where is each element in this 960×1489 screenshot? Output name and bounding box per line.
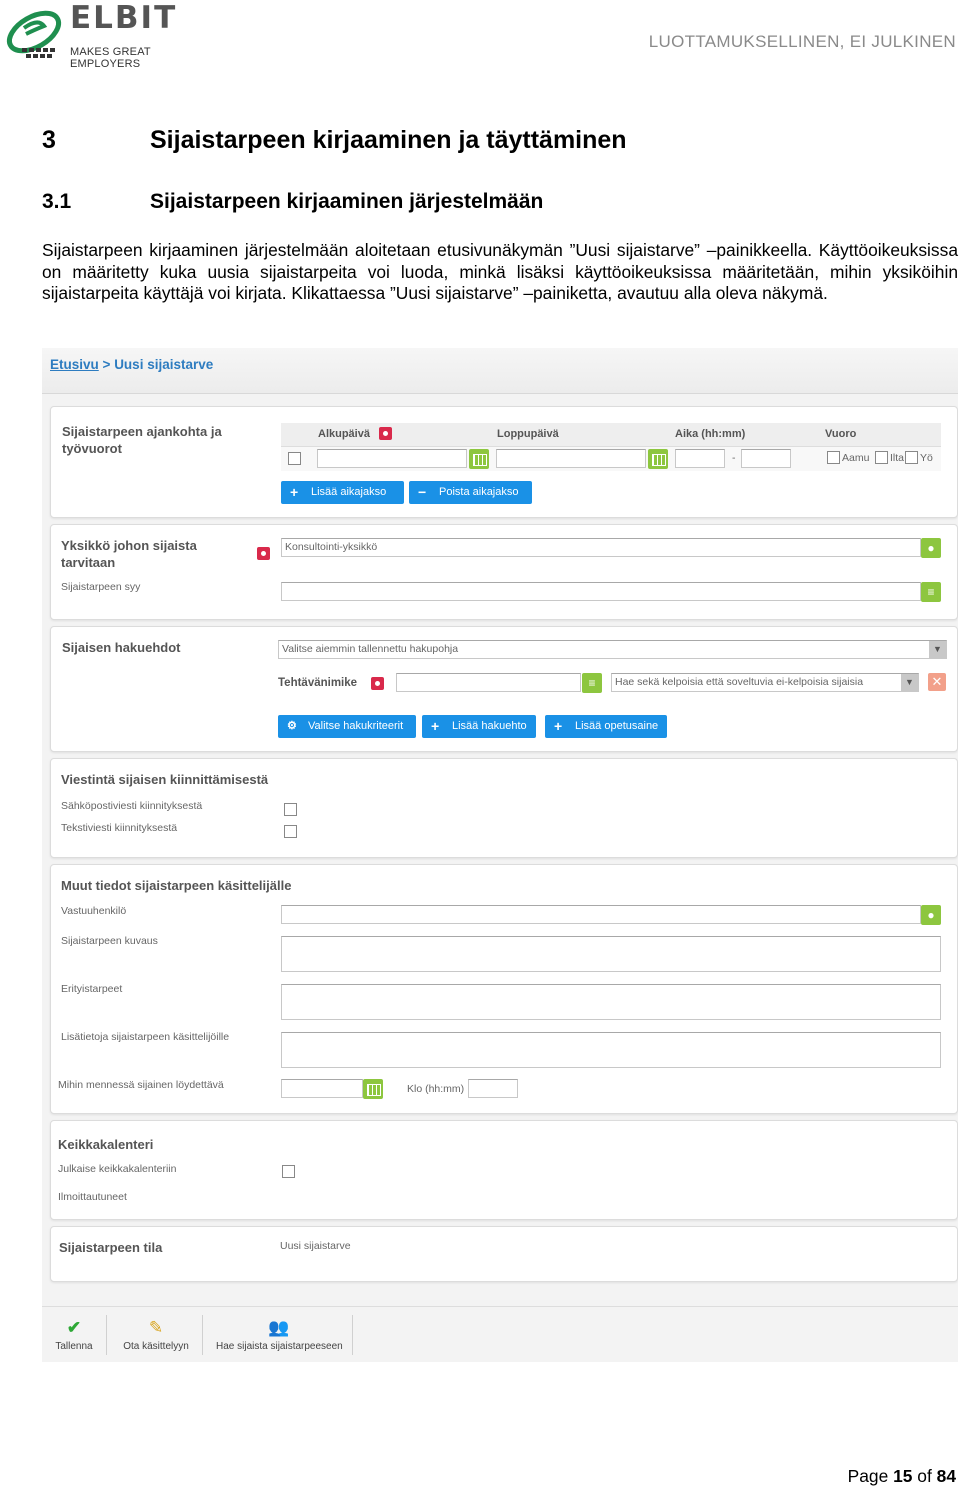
logo-wordmark: ELBIT [70,0,178,36]
total-pages: 84 [936,1466,956,1486]
reason-input[interactable] [281,582,921,601]
description-textarea[interactable] [281,936,941,972]
shift-morning-checkbox[interactable] [827,451,840,464]
email-checkbox[interactable] [284,803,297,816]
of-word: of [917,1466,932,1486]
publish-checkbox[interactable] [282,1165,295,1178]
responsible-picker-icon[interactable]: ● [921,905,941,925]
add-period-label: Lisää aikajakso [311,486,387,498]
title-input[interactable] [396,673,581,692]
time-start-input[interactable] [675,449,725,468]
period-row [281,447,941,471]
status-panel [50,1226,958,1282]
toolbar-divider [106,1315,107,1355]
toolbar-divider [202,1315,203,1355]
plus-icon: + [290,484,299,500]
time-separator: - [732,452,736,464]
time-end-input[interactable] [741,449,791,468]
title-label: Tehtävänimike [278,677,358,689]
period-row-checkbox[interactable] [288,452,301,465]
unit-value: Konsultointi-yksikkö [285,541,378,553]
title-required-icon [371,677,384,690]
add-period-button[interactable] [281,481,404,504]
period-label: Sijaistarpeen ajankohta ja työvuorot [62,424,222,456]
criteria-label: Sijaisen hakuehdot [62,640,181,655]
save-label: Tallenna [55,1341,93,1352]
find-substitute-button[interactable] [216,1317,342,1352]
start-date-input[interactable] [317,449,467,468]
end-calendar-icon[interactable] [648,449,668,469]
unit-label: Yksikkö johon sijaista tarvitaan [61,538,197,570]
breadcrumb-current: Uusi sijaistarve [114,357,214,372]
other-info-panel [50,864,958,1114]
confidentiality-label: LUOTTAMUKSELLINEN, EI JULKINEN [648,32,956,51]
criteria-panel [50,626,958,752]
plus-icon: + [554,718,563,734]
chevron-down-icon: ▼ [929,641,946,658]
body-paragraph: Sijaistarpeen kirjaaminen järjestelmään aloitetaan etusivunäkymän ”Uusi sijaistarve” –painikkeella. Käyttöoikeuksissa on määritetty kuka uusia sijaistarpeita voi luoda, minkä lisäksi käyttöoikeuksissa määritetään, mihin yksiköihin sijaistarpeita käyttäjä voi kirjata. Klikattaessa ”Uusi sijaistarve” –painiketta, avautuu alla oleva näkymä. [42,240,958,303]
unit-picker-icon[interactable]: ● [921,538,941,558]
template-select-value: Valitse aiemmin tallennettu hakupohja [282,643,459,655]
save-button[interactable] [52,1317,96,1352]
calendar-panel [50,1120,958,1220]
extra-info-label: Lisätietoja sijaistarpeen käsittelijöille [61,1031,230,1043]
other-info-label: Muut tiedot sijaistarpeen käsittelijälle [61,878,292,893]
deadline-calendar-icon[interactable] [363,1079,383,1099]
status-label: Sijaistarpeen tila [59,1240,163,1255]
breadcrumb-bar [42,348,958,394]
qualification-select[interactable] [611,673,919,692]
unit-panel [50,524,958,620]
unit-input[interactable] [281,538,921,557]
logo-tagline: MAKES GREAT EMPLOYERS [70,46,151,70]
breadcrumb-separator: > [102,357,111,372]
shift-morning-label: Aamu [842,452,870,464]
messages-label: Viestintä sijaisen kiinnittämisestä [61,772,269,787]
elbit-logo [4,0,224,70]
heading-2-title: Sijaistarpeen kirjaaminen järjestelmään [150,190,544,213]
page-word: Page [847,1466,889,1486]
checkmark-icon: ✔ [66,1318,82,1337]
chevron-down-icon: ▼ [901,674,918,691]
add-condition-button[interactable] [422,715,536,738]
reason-list-icon[interactable]: ≡ [921,582,941,602]
special-needs-textarea[interactable] [281,984,941,1020]
take-to-processing-label: Ota käsittelyyn [123,1341,189,1352]
breadcrumb-home-link[interactable]: Etusivu [50,357,99,372]
template-select[interactable] [278,640,947,659]
select-criteria-button[interactable] [278,715,416,738]
title-list-icon[interactable]: ≡ [582,673,602,693]
plus-icon: + [431,718,440,734]
period-panel [50,406,958,518]
period-table-header [281,423,941,447]
breadcrumb [50,357,213,372]
gear-icon: ⚙ [287,720,297,732]
heading-1-number: 3 [42,126,56,154]
deadline-time-input[interactable] [468,1079,518,1098]
email-label: Sähköpostiviesti kiinnityksestä [61,800,203,812]
logo-mark-icon [4,4,68,64]
sms-label: Tekstiviesti kiinnityksestä [61,822,178,834]
shift-night-label: Yö [920,452,933,464]
shift-night-checkbox[interactable] [905,451,918,464]
end-date-input[interactable] [496,449,646,468]
app-screenshot [42,348,958,1362]
messages-panel [50,758,958,858]
clear-icon[interactable]: ✕ [928,673,946,691]
sms-checkbox[interactable] [284,825,297,838]
deadline-date-input[interactable] [281,1079,363,1098]
unit-required-icon [257,547,270,560]
qualification-select-value: Hae sekä kelpoisia että soveltuvia ei-kelpoisia sijaisia [615,676,864,688]
special-needs-label: Erityistarpeet [61,983,123,995]
enrolled-label: Ilmoittautuneet [58,1191,127,1203]
page-number [848,1466,956,1487]
column-start-date: Alkupäivä [318,428,370,440]
start-required-icon [379,427,392,440]
shift-evening-label: Ilta [890,452,905,464]
find-substitute-label: Hae sijaista sijaistarpeeseen [216,1341,343,1352]
shift-evening-checkbox[interactable] [875,451,888,464]
column-time: Aika (hh:mm) [675,428,746,440]
current-page: 15 [893,1466,913,1486]
add-training-button[interactable] [545,715,667,738]
start-calendar-icon[interactable] [469,449,489,469]
remove-period-button[interactable] [409,481,532,504]
add-condition-label: Lisää hakuehto [452,720,527,732]
people-icon: 👥 [268,1318,290,1337]
extra-info-textarea[interactable] [281,1032,941,1068]
responsible-input[interactable] [281,905,921,924]
deadline-label: Mihin mennessä sijainen löydettävä [58,1079,224,1091]
pen-icon: ✎ [148,1318,164,1337]
responsible-label: Vastuuhenkilö [61,905,127,917]
column-shift: Vuoro [825,428,857,440]
add-training-label: Lisää opetusaine [575,720,659,732]
column-end-date: Loppupäivä [497,428,559,440]
calendar-label: Keikkakalenteri [58,1137,154,1152]
status-value: Uusi sijaistarve [280,1240,351,1252]
publish-label: Julkaise keikkakalenteriin [58,1163,177,1175]
take-to-processing-button[interactable] [118,1317,194,1352]
description-label: Sijaistarpeen kuvaus [61,935,158,947]
heading-2-number: 3.1 [42,190,72,213]
action-toolbar [42,1306,958,1362]
remove-period-label: Poista aikajakso [439,486,519,498]
toolbar-divider [352,1315,353,1355]
select-criteria-label: Valitse hakukriteerit [308,720,404,732]
clock-label: Klo (hh:mm) [407,1083,465,1095]
reason-label: Sijaistarpeen syy [61,581,141,593]
heading-1-title: Sijaistarpeen kirjaaminen ja täyttäminen [150,126,627,154]
minus-icon: − [418,484,427,500]
